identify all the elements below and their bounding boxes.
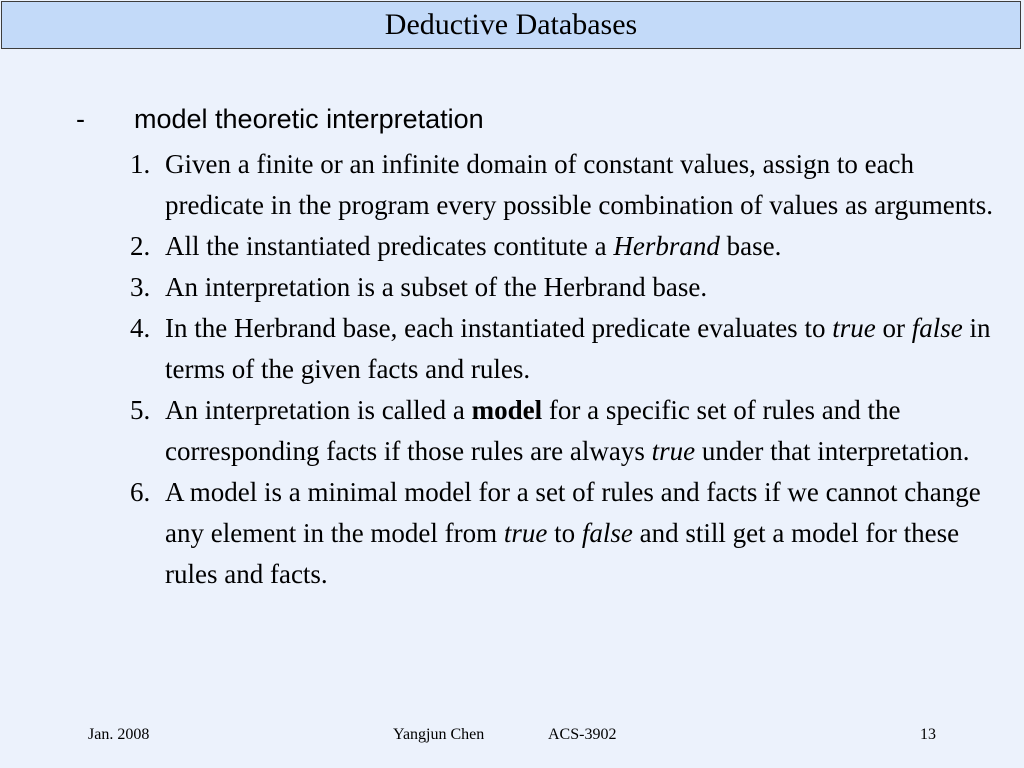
- bullet-text: model theoretic interpretation: [134, 104, 484, 134]
- italic-text: false: [911, 313, 963, 343]
- list-item: [130, 144, 1010, 226]
- footer-author: Yangjun Chen: [393, 726, 485, 743]
- text-run: In the Herbrand base, each instantiated predicate evaluates to: [165, 313, 833, 343]
- text-run: base.: [719, 231, 782, 261]
- bullet-marker: -: [76, 104, 85, 134]
- text-run: under that interpretation.: [695, 436, 970, 466]
- list-item-text: [165, 308, 1010, 390]
- text-run: A model is a minimal model for a set of rules and facts if we cannot change any element in the model from: [165, 477, 981, 548]
- list-item-text: [165, 472, 1010, 595]
- text-run: All the instantiated predicates contitute a: [165, 231, 614, 261]
- list-item-text: [165, 390, 1010, 472]
- text-run: or: [875, 313, 912, 343]
- italic-text: true: [503, 518, 548, 548]
- text-run: for a specific set of rules and the corresponding facts if those rules are always: [165, 395, 901, 466]
- list-item: [130, 472, 1010, 595]
- footer-date: Jan. 2008: [88, 726, 150, 743]
- list-item: [130, 390, 1010, 472]
- italic-text: false: [581, 518, 633, 548]
- list-item-number: 5.: [130, 395, 151, 425]
- list-item-number: 4.: [130, 313, 151, 343]
- footer-page-number: 13: [920, 726, 936, 743]
- italic-text: Herbrand: [613, 231, 720, 261]
- text-run: to: [547, 518, 582, 548]
- list-item-text: [165, 144, 1010, 226]
- text-run: and still get a model for these rules and facts.: [165, 518, 960, 589]
- slide-title: Deductive Databases: [384, 8, 638, 41]
- list-item: [130, 267, 1010, 308]
- list-item-number: 3.: [130, 272, 151, 302]
- list-item: [130, 308, 1010, 390]
- text-run: An interpretation is called a: [165, 395, 472, 425]
- slide-title-bar: [1, 1, 1021, 49]
- italic-text: true: [832, 313, 876, 343]
- text-run: An interpretation is a subset of the Herbrand base.: [165, 272, 708, 302]
- numbered-list: [130, 144, 1010, 595]
- bullet-heading: [76, 104, 484, 135]
- text-run: Given a finite or an infinite domain of constant values, assign to each predicate in the program every possible combination of values as arguments.: [165, 149, 994, 220]
- italic-text: true: [651, 436, 696, 466]
- list-item-text: [165, 226, 1010, 267]
- list-item-text: [165, 267, 1010, 308]
- list-item-number: 1.: [130, 149, 151, 179]
- text-run: in terms of the given facts and rules.: [165, 313, 991, 384]
- bold-text: model: [471, 395, 543, 425]
- list-item: [130, 226, 1010, 267]
- list-item-number: 6.: [130, 477, 151, 507]
- list-item-number: 2.: [130, 231, 151, 261]
- footer-course: ACS-3902: [548, 726, 617, 743]
